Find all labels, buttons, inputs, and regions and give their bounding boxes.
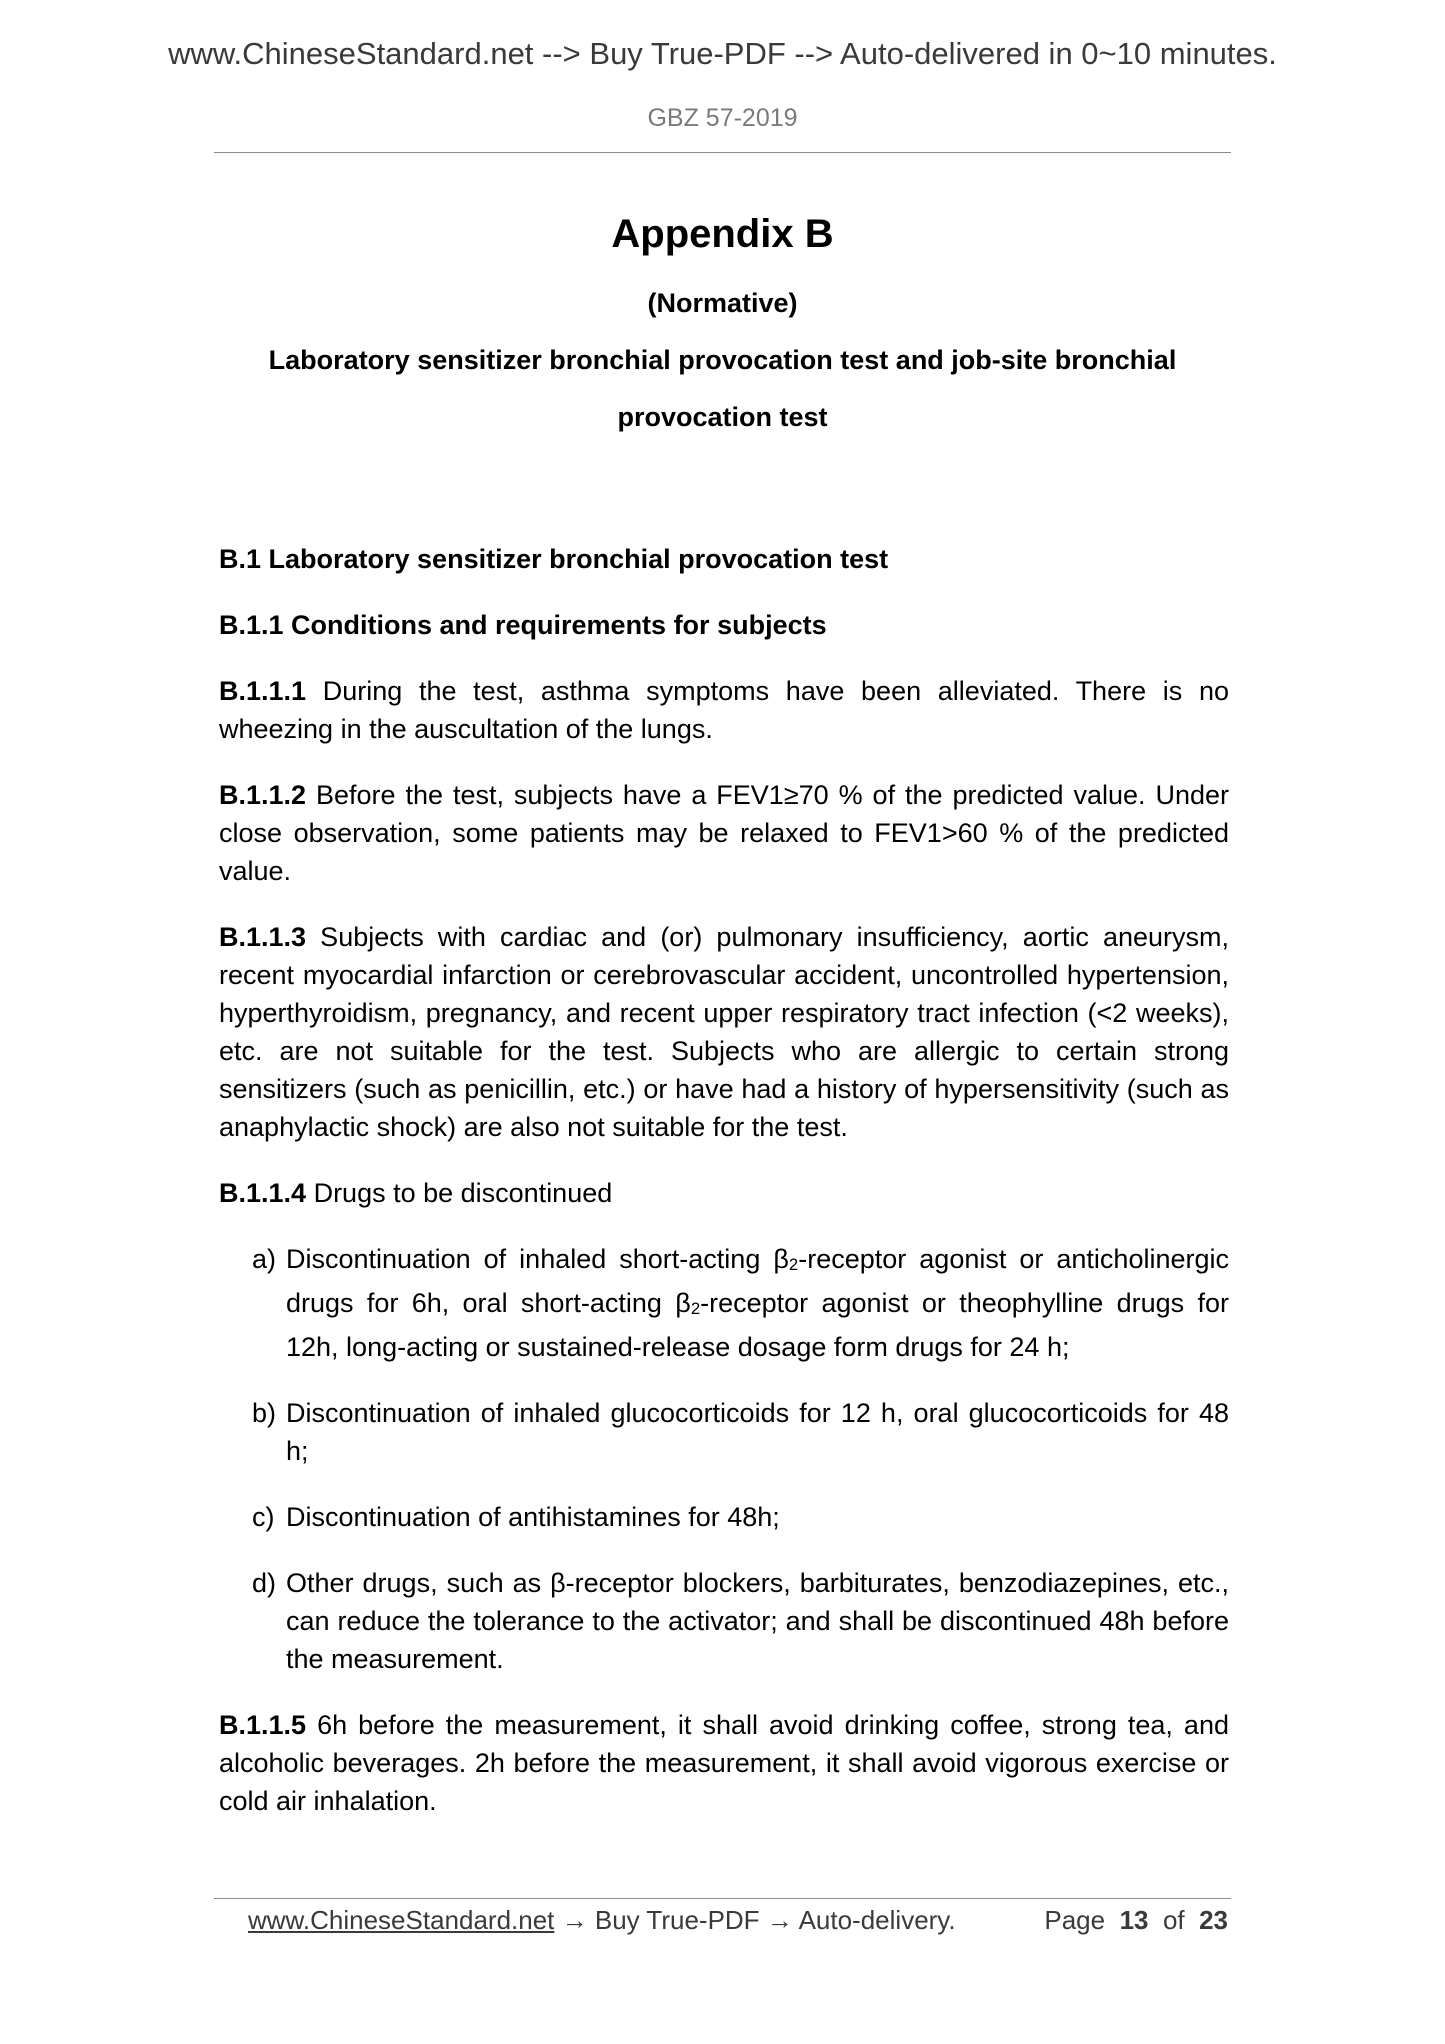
page-footer bbox=[248, 1905, 1228, 1936]
of-label: of bbox=[1162, 1905, 1185, 1935]
footer-divider bbox=[214, 1898, 1231, 1899]
page-total: 23 bbox=[1199, 1905, 1228, 1935]
paragraph-b115 bbox=[219, 1706, 1229, 1820]
subscript: 2 bbox=[690, 1299, 701, 1318]
page-number: 13 bbox=[1119, 1905, 1149, 1935]
clause-text: Drugs to be discontinued bbox=[306, 1178, 613, 1208]
clause-text: During the test, asthma symptoms have been alleviated. There is no wheezing in the auscultation of the lungs. bbox=[219, 676, 1229, 744]
list-item-text: -receptor agonist or anticholinergic drugs for 6h, oral short-acting β bbox=[286, 1244, 1230, 1318]
appendix-heading-line-1: Laboratory sensitizer bronchial provocation test and job-site bronchial bbox=[268, 345, 1177, 375]
list-item-text: Discontinuation of inhaled short-acting β bbox=[286, 1244, 789, 1274]
list-marker: c) bbox=[252, 1502, 275, 1532]
list-marker: d) bbox=[252, 1568, 277, 1598]
page-label: Page bbox=[1044, 1905, 1106, 1935]
document-body bbox=[219, 540, 1229, 1848]
drug-discontinuation-list bbox=[219, 1240, 1229, 1678]
clause-number: B.1.1.1 bbox=[219, 676, 307, 706]
list-item-text: -receptor agonist or theophylline drugs for 12h, long-acting or sustained-release dosage form drugs for 24 h; bbox=[286, 1288, 1229, 1362]
paragraph-b111 bbox=[219, 672, 1229, 748]
document-code: GBZ 57-2019 bbox=[647, 104, 798, 132]
clause-number: B.1.1.5 bbox=[219, 1710, 307, 1740]
list-item-text: Discontinuation of antihistamines for 48h; bbox=[286, 1502, 780, 1532]
list-marker: a) bbox=[252, 1244, 277, 1274]
paragraph-b112 bbox=[219, 776, 1229, 890]
appendix-title: Appendix B bbox=[611, 212, 834, 256]
appendix-subtitle: (Normative) bbox=[647, 288, 798, 318]
clause-text: Before the test, subjects have a FEV1≥70 % of the predicted value. Under close observation, some patients may be relaxed to FEV1>60 % of the predicted value. bbox=[219, 780, 1229, 886]
list-item bbox=[219, 1564, 1229, 1678]
list-item-text: Other drugs, such as β-receptor blockers, barbiturates, benzodiazepines, etc., can reduce the tolerance to the activator; and shall be discontinued 48h before the measurement. bbox=[286, 1568, 1229, 1674]
clause-text: Subjects with cardiac and (or) pulmonary insufficiency, aortic aneurysm, recent myocardial infarction or cerebrovascular accident, uncontrolled hypertension, hyperthyroidism, pregnancy, and recent upper respiratory tract infection (<2 weeks), etc. are not suitable for the test. Subjects who are allergic to certain strong sensitizers (such as penicillin, etc.) or have had a history of hypersensitivity (such as anaphylactic shock) are also not suitable for the test. bbox=[219, 922, 1229, 1142]
section-heading-b11: B.1.1 Conditions and requirements for subjects bbox=[219, 610, 827, 640]
appendix-heading-line-2: provocation test bbox=[617, 402, 828, 432]
clause-number: B.1.1.2 bbox=[219, 780, 307, 810]
subscript: 2 bbox=[788, 1255, 799, 1274]
top-banner: www.ChineseStandard.net --> Buy True-PDF --> Auto-delivered in 0~10 minutes. bbox=[168, 36, 1277, 71]
header-divider bbox=[214, 152, 1231, 153]
list-item-text: Discontinuation of inhaled glucocorticoids for 12 h, oral glucocorticoids for 48 h; bbox=[286, 1398, 1229, 1466]
paragraph-b113 bbox=[219, 918, 1229, 1146]
footer-text: → Buy True-PDF → Auto-delivery. bbox=[554, 1905, 956, 1935]
footer-website-link[interactable]: www.ChineseStandard.net bbox=[248, 1905, 555, 1935]
clause-number: B.1.1.3 bbox=[219, 922, 307, 952]
clause-text: 6h before the measurement, it shall avoid drinking coffee, strong tea, and alcoholic beverages. 2h before the measurement, it shall avoid vigorous exercise or cold air inhalation. bbox=[219, 1710, 1229, 1816]
page-indicator bbox=[1044, 1905, 1228, 1936]
clause-number: B.1.1.4 bbox=[219, 1178, 307, 1208]
section-heading-b1: B.1 Laboratory sensitizer bronchial provocation test bbox=[219, 544, 889, 574]
list-item bbox=[219, 1240, 1229, 1366]
list-item bbox=[219, 1498, 1229, 1536]
paragraph-b114 bbox=[219, 1174, 1229, 1212]
list-marker: b) bbox=[252, 1398, 277, 1428]
list-item bbox=[219, 1394, 1229, 1470]
